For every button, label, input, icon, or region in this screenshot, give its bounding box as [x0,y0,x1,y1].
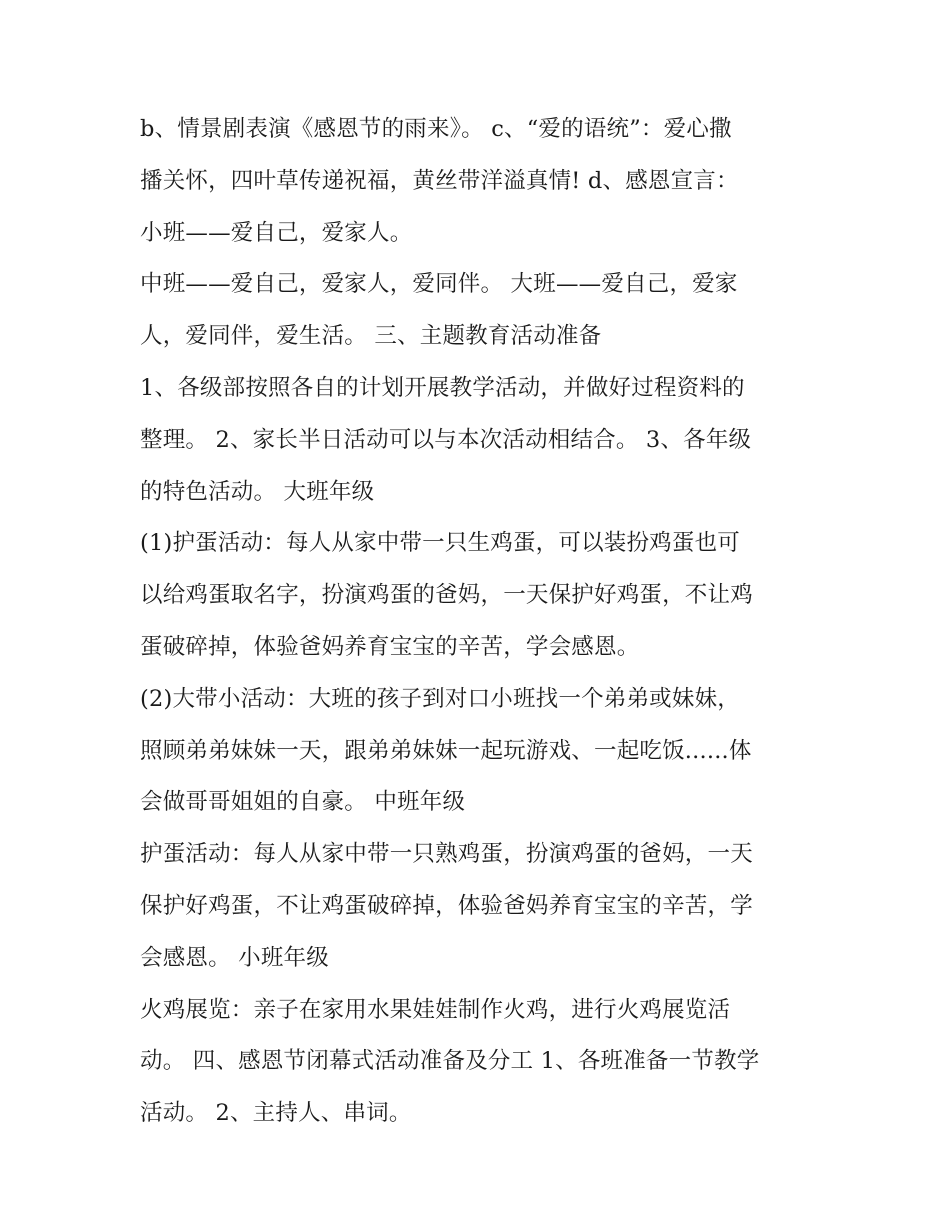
text-line: 活动。 2、主持人、串词。 [140,1100,412,1127]
text-line: 的特色活动。 大班年级 [140,478,375,505]
text-line: (2)大带小活动：大班的孩子到对口小班找一个弟弟或妹妹， [140,685,740,712]
text-line: 1、各级部按照各自的计划开展教学活动，并做好过程资料的 [140,374,745,401]
text-line: 动。 四、感恩节闭幕式活动准备及分工 1、各班准备一节教学 [140,1048,760,1075]
text-line: 护蛋活动：每人从家中带一只熟鸡蛋，扮演鸡蛋的爸妈，一天 [140,841,753,868]
text-line: 人，爱同伴，爱生活。 三、主题教育活动准备 [140,323,602,350]
text-line: 整理。 2、家长半日活动可以与本次活动相结合。 3、各年级 [140,426,752,453]
text-line: 蛋破碎掉，体验爸妈养育宝宝的辛苦，学会感恩。 [140,633,640,660]
text-line: b、情景剧表演《感恩节的雨来》。 c、“爱的语统”：爱心撒 [140,116,732,142]
text-line: 播关怀，四叶草传递祝福，黄丝带洋溢真情! d、感恩宣言： [140,167,739,194]
text-line: 小班——爱自己，爱家人。 [140,219,413,246]
text-line: (1)护蛋活动：每人从家中带一只生鸡蛋，可以装扮鸡蛋也可 [140,530,740,557]
text-line: 火鸡展览：亲子在家用水果娃娃制作火鸡，进行火鸡展览活 [140,996,731,1023]
text-line: 会感恩。 小班年级 [140,944,329,971]
text-line: 保护好鸡蛋，不让鸡蛋破碎掉，体验爸妈养育宝宝的辛苦，学 [140,892,753,919]
text-line: 以给鸡蛋取名字，扮演鸡蛋的爸妈，一天保护好鸡蛋，不让鸡 [140,582,753,609]
document-body [140,104,820,1140]
text-line: 中班——爱自己，爱家人，爱同伴。 大班——爱自己，爱家 [140,271,738,298]
text-line: 照顾弟弟妹妹一天，跟弟弟妹妹一起玩游戏、一起吃饭......体 [140,737,752,764]
text-line: 会做哥哥姐姐的自豪。 中班年级 [140,789,466,816]
